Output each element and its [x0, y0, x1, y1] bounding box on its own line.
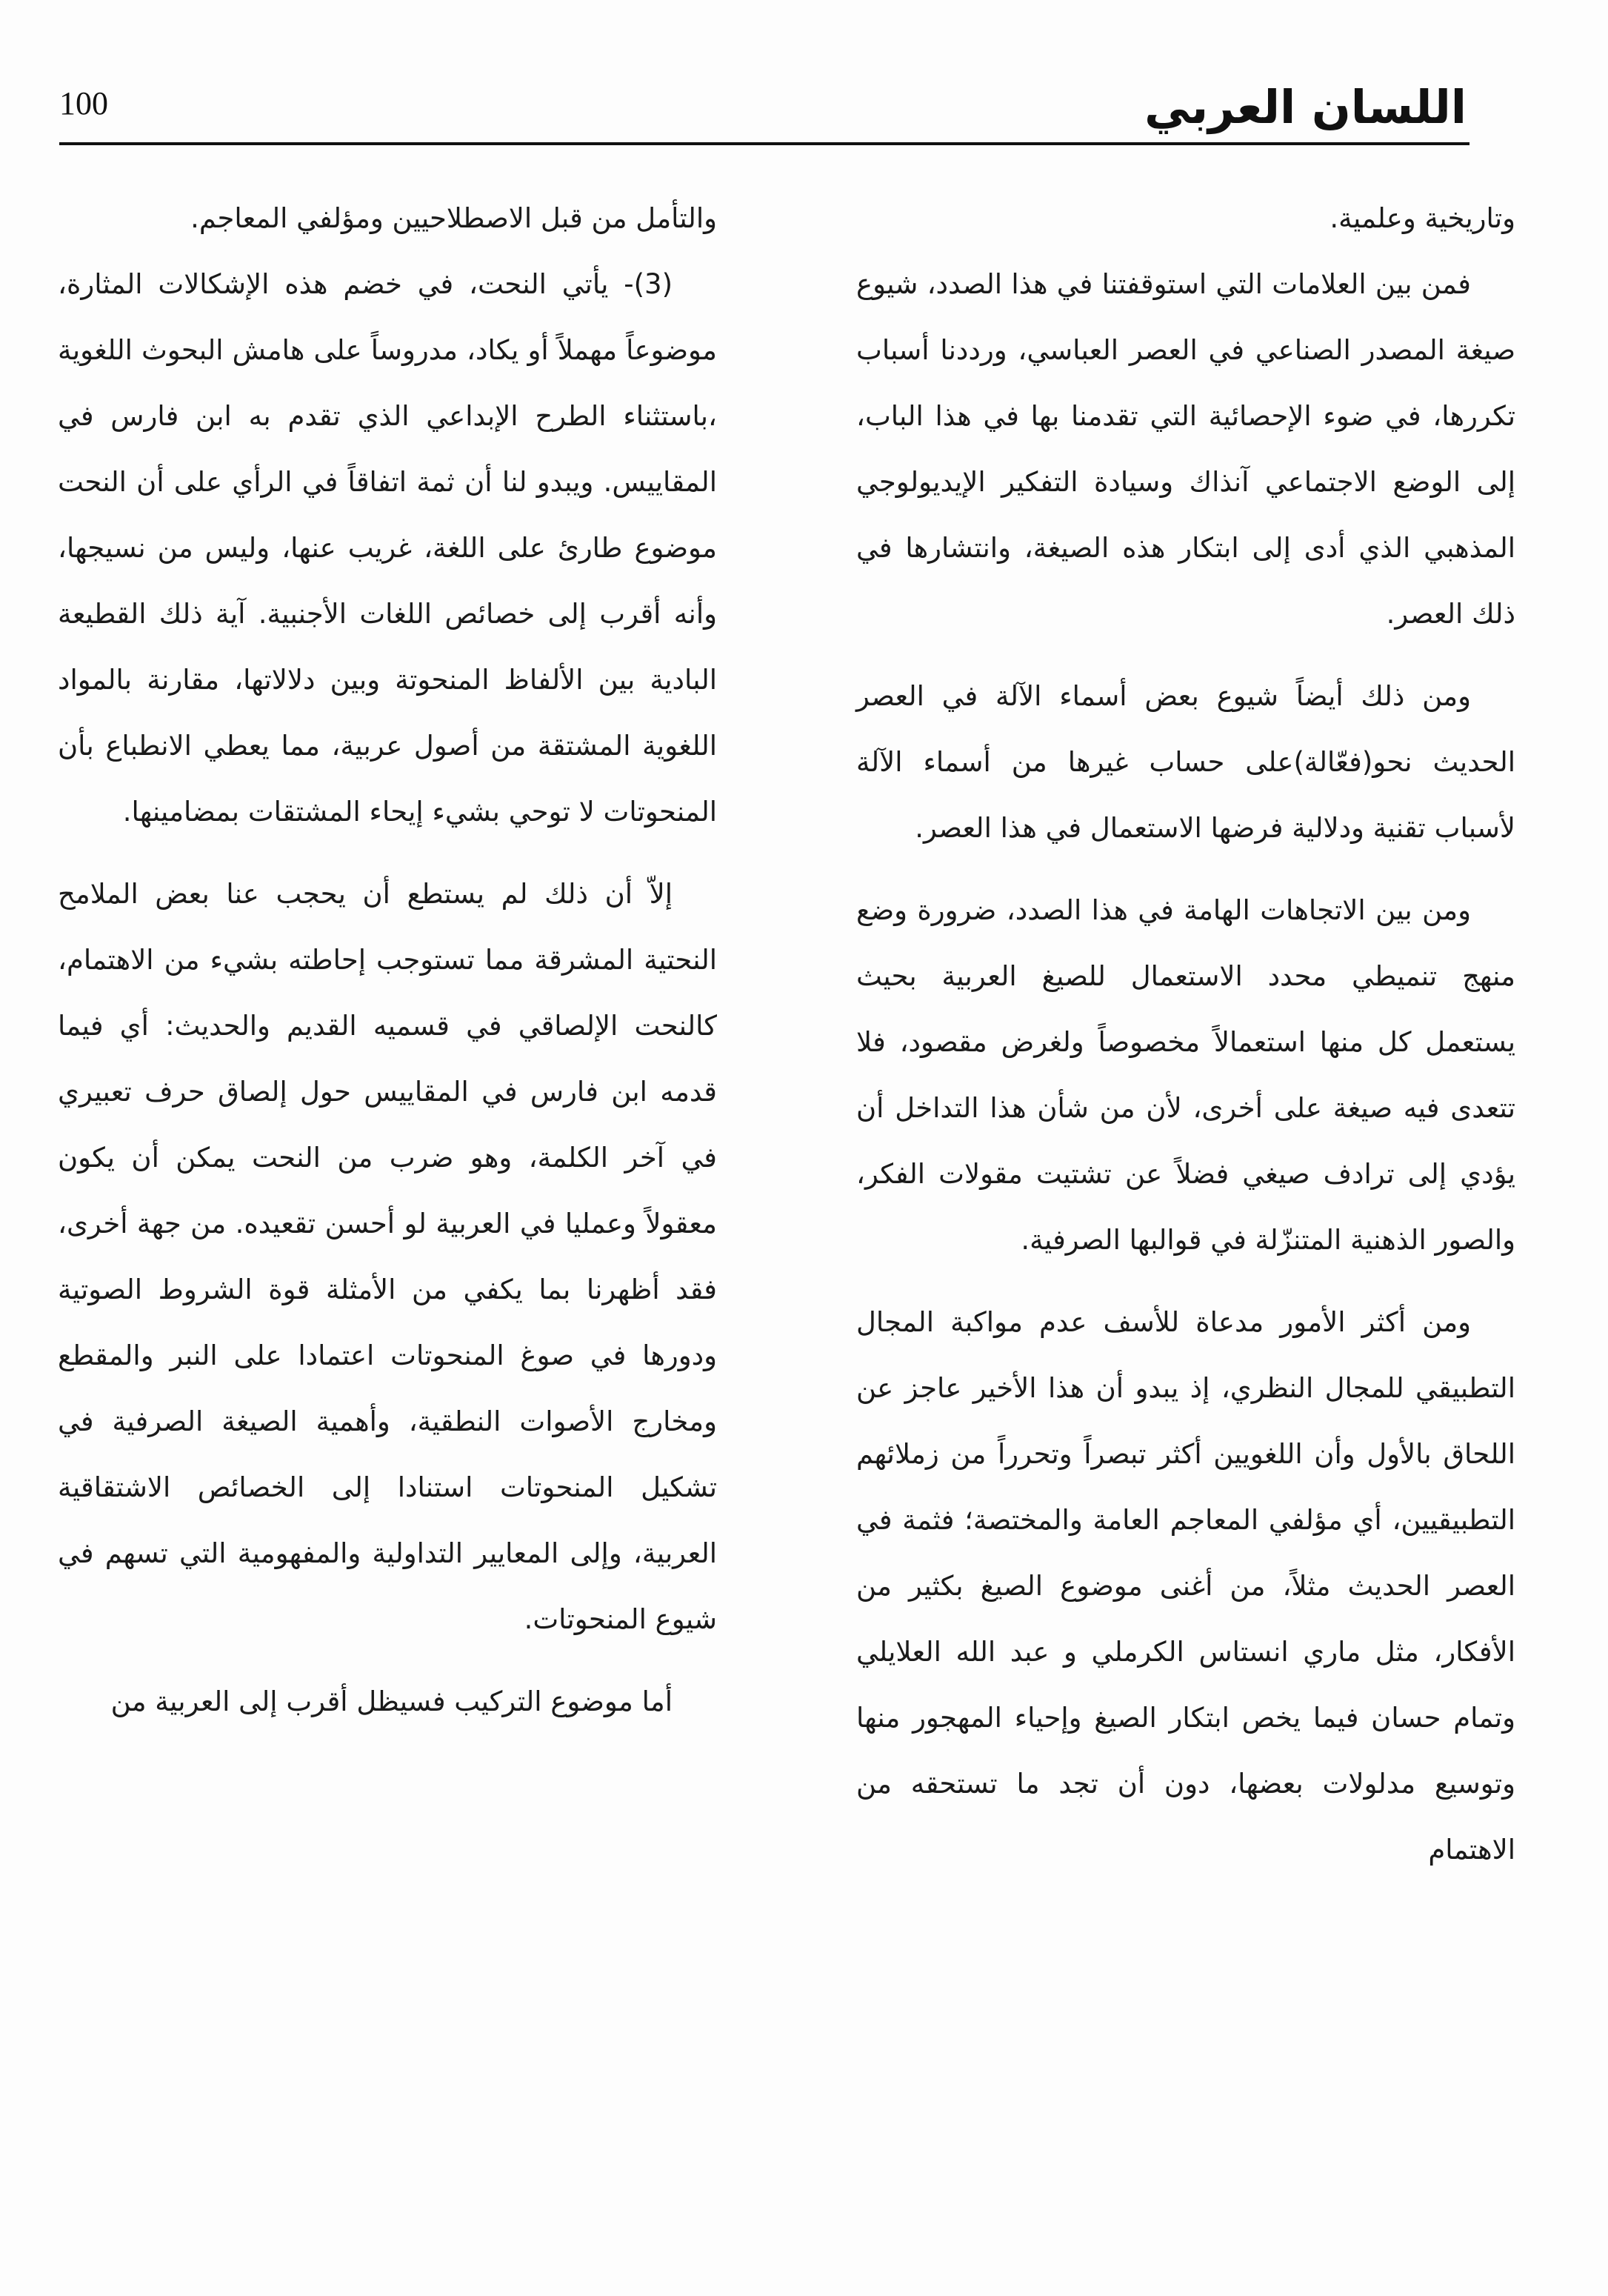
right-column — [856, 185, 1515, 1899]
paragraph: (3)- يأتي النحت، في خضم هذه الإشكالات المثارة، موضوعاً مهملاً أو يكاد، مدروساً على هامش البحوث اللغوية ،باستثناء الطرح الإبداعي الذي تقدم به ابن فارس في المقاييس. ويبدو لنا أن ثمة اتفاقاً في الرأي على أن النحت موضوع طارئ على اللغة، غريب عنها، وليس من نسيجها، وأنه أقرب إلى خصائص اللغات الأجنبية. آية ذلك القطيعة البادية بين الألفاظ المنحوتة وبين دلالاتها، مقارنة بالمواد اللغوية المشتقة من أصول عربية، مما يعطي الانطباع بأن المنحوتات لا توحي بشيء إيحاء المشتقات بمضامينها. — [58, 268, 717, 828]
paragraph: فمن بين العلامات التي استوقفتنا في هذا الصدد، شيوع صيغة المصدر الصناعي في العصر العباسي، ورددنا أسباب تكررها، في ضوء الإحصائية التي تقدمنا بها في هذا الباب، إلى الوضع الاجتماعي آنذاك وسيادة التفكير الإيديولوجي المذهبي الذي أدى إلى ابتكار هذه الصيغة، وانتشارها في ذلك العصر. — [856, 268, 1515, 630]
journal-title: اللسان العربي — [1144, 80, 1467, 134]
left-column — [58, 185, 717, 1751]
header-divider — [59, 142, 1469, 145]
page-number: 100 — [59, 85, 108, 122]
page-header — [59, 71, 1467, 138]
paragraph: ومن ذلك أيضاً شيوع بعض أسماء الآلة في العصر الحديث نحو(فعّالة)على حساب غيرها من أسماء الآلة لأسباب تقنية ودلالية فرضها الاستعمال في هذا العصر. — [856, 680, 1515, 844]
paragraph: والتأمل من قبل الاصطلاحيين ومؤلفي المعاجم. — [190, 202, 717, 234]
paragraph: أما موضوع التركيب فسيظل أقرب إلى العربية من — [110, 1686, 673, 1717]
paragraph: إلاّ أن ذلك لم يستطع أن يحجب عنا بعض الملامح النحتية المشرقة مما تستوجب إحاطته بشيء من الاهتمام، كالنحت الإلصاقي في قسميه القديم والحديث: أي فيما قدمه ابن فارس في المقاييس حول إلصاق حرف تعبيري في آخر الكلمة، وهو ضرب من النحت يمكن أن يكون معقولاً وعمليا في العربية لو أحسن تقعيده. من جهة أخرى، فقد أظهرنا بما يكفي من الأمثلة قوة الشروط الصوتية ودورها في صوغ المنحوتات اعتمادا على النبر والمقطع ومخارج الأصوات النطقية، وأهمية الصيغة الصرفية في تشكيل المنحوتات استنادا إلى الخصائص الاشتقاقية العربية، وإلى المعايير التداولية والمفهومية التي تسهم في شيوع المنحوتات. — [58, 878, 717, 1635]
paragraph: ومن بين الاتجاهات الهامة في هذا الصدد، ضرورة وضع منهج تنميطي محدد الاستعمال للصيغ العربية بحيث يستعمل كل منها استعمالاً مخصوصاً ولغرض مقصود، فلا تتعدى فيه صيغة على أخرى، لأن من شأن هذا التداخل أن يؤدي إلى ترادف صيغي فضلاً عن تشتيت مقولات الفكر، والصور الذهنية المتنزّلة في قوالبها الصرفية. — [856, 894, 1515, 1256]
paragraph: ومن أكثر الأمور مدعاة للأسف عدم مواكبة المجال التطبيقي للمجال النظري، إذ يبدو أن هذا الأخير عاجز عن اللحاق بالأول وأن اللغويين أكثر تبصراً وتحرراً من زملائهم التطبيقيين، أي مؤلفي المعاجم العامة والمختصة؛ فثمة في العصر الحديث مثلاً، من أغنى موضوع الصيغ بكثير من الأفكار، مثل ماري انستاس الكرملي و عبد الله العلايلي وتمام حسان فيما يخص ابتكار الصيغ وإحياء المهجور منها وتوسيع مدلولات بعضها، دون أن تجد ما تستحقه من الاهتمام — [856, 1306, 1515, 1866]
paragraph: وتاريخية وعلمية. — [1330, 202, 1515, 234]
